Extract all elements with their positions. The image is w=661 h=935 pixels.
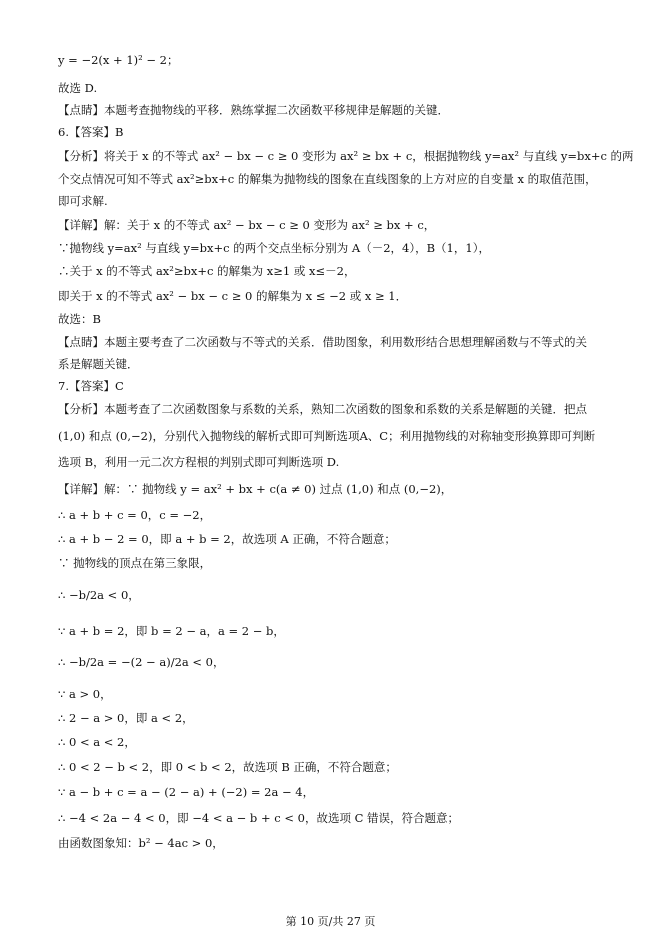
text-line: 【分析】本题考查了二次函数图象与系数的关系，熟知二次函数的图象和系数的关系是解题的关键．把点: [58, 402, 587, 416]
text-line: 【详解】解：∵ 抛物线 y = ax² + bx + c(a ≠ 0) 过点 (1,0) 和点 (0,−2)，: [58, 482, 453, 496]
text-line: ∵抛物线 y=ax² 与直线 y=bx+c 的两个交点坐标分别为 A（－2，4），B（1，1），: [58, 241, 490, 255]
text-line: 即关于 x 的不等式 ax² − bx − c ≥ 0 的解集为 x ≤ −2 或 x ≥ 1．: [58, 289, 408, 303]
text-line: ∴ 0 < 2 − b < 2，即 0 < b < 2，故选项 B 正确，不符合题意；: [58, 760, 397, 774]
text-line: ∵ 抛物线的顶点在第三象限，: [58, 556, 212, 570]
text-line: ∴ −b/2a = −(2 − a)/2a < 0，: [58, 655, 225, 669]
text-line: 【分析】将关于 x 的不等式 ax² − bx − c ≥ 0 变形为 ax² ≥ bx + c，根据抛物线 y=ax² 与直线 y=bx+c 的两: [58, 149, 634, 163]
text-line: ∴ a + b + c = 0，c = −2，: [58, 508, 212, 522]
text-line: 选项 B，利用一元二次方程根的判别式即可判断选项 D.: [58, 455, 340, 469]
text-line: ∵ a − b + c = a − (2 − a) + (−2) = 2a − 4，: [58, 785, 315, 799]
text-line: 由函数图象知：b² − 4ac > 0，: [58, 836, 224, 850]
text-line: 【详解】解：关于 x 的不等式 ax² − bx − c ≥ 0 变形为 ax² ≥ bx + c，: [58, 218, 436, 232]
text-line: 6.【答案】B: [58, 125, 124, 139]
page-number-footer: 第 10 页/共 27 页: [285, 915, 376, 928]
text-line: 7.【答案】C: [58, 379, 124, 393]
text-line: 故选：B: [58, 312, 101, 326]
text-line: ∴ −b/2a < 0，: [58, 588, 140, 602]
text-line: 系是解题关键．: [58, 357, 139, 371]
text-line: 【点睛】本题主要考查了二次函数与不等式的关系．借助图象，利用数形结合思想理解函数与不等式的关: [58, 335, 587, 349]
text-line: ∴ 2 − a > 0，即 a < 2，: [58, 711, 194, 725]
text-line: ∵ a + b = 2，即 b = 2 − a，a = 2 − b，: [58, 624, 285, 638]
text-line: ∴ 0 < a < 2，: [58, 735, 136, 749]
text-line: y = −2(x + 1)² − 2；: [58, 53, 179, 67]
text-line: ∴ −4 < 2a − 4 < 0，即 −4 < a − b + c < 0，故选项 C 错误，符合题意；: [58, 811, 460, 825]
text-line: 即可求解.: [58, 194, 108, 208]
text-line: ∴关于 x 的不等式 ax²≥bx+c 的解集为 x≥1 或 x≤－2，: [58, 264, 356, 278]
text-line: 故选 D.: [58, 81, 98, 95]
text-line: ∵ a > 0，: [58, 687, 112, 701]
text-line: ∴ a + b − 2 = 0，即 a + b = 2，故选项 A 正确，不符合题意；: [58, 532, 396, 546]
text-line: 个交点情况可知不等式 ax²≥bx+c 的解集为抛物线的图象在直线图象的上方对应的自变量 x 的取值范围，: [58, 172, 597, 186]
text-line: (1,0) 和点 (0,−2)，分别代入抛物线的解析式即可判断选项A、C；利用抛物线的对称轴变形换算即可判断: [58, 429, 596, 443]
text-line: 【点睛】本题考查抛物线的平移．熟练掌握二次函数平移规律是解题的关键．: [58, 103, 449, 117]
